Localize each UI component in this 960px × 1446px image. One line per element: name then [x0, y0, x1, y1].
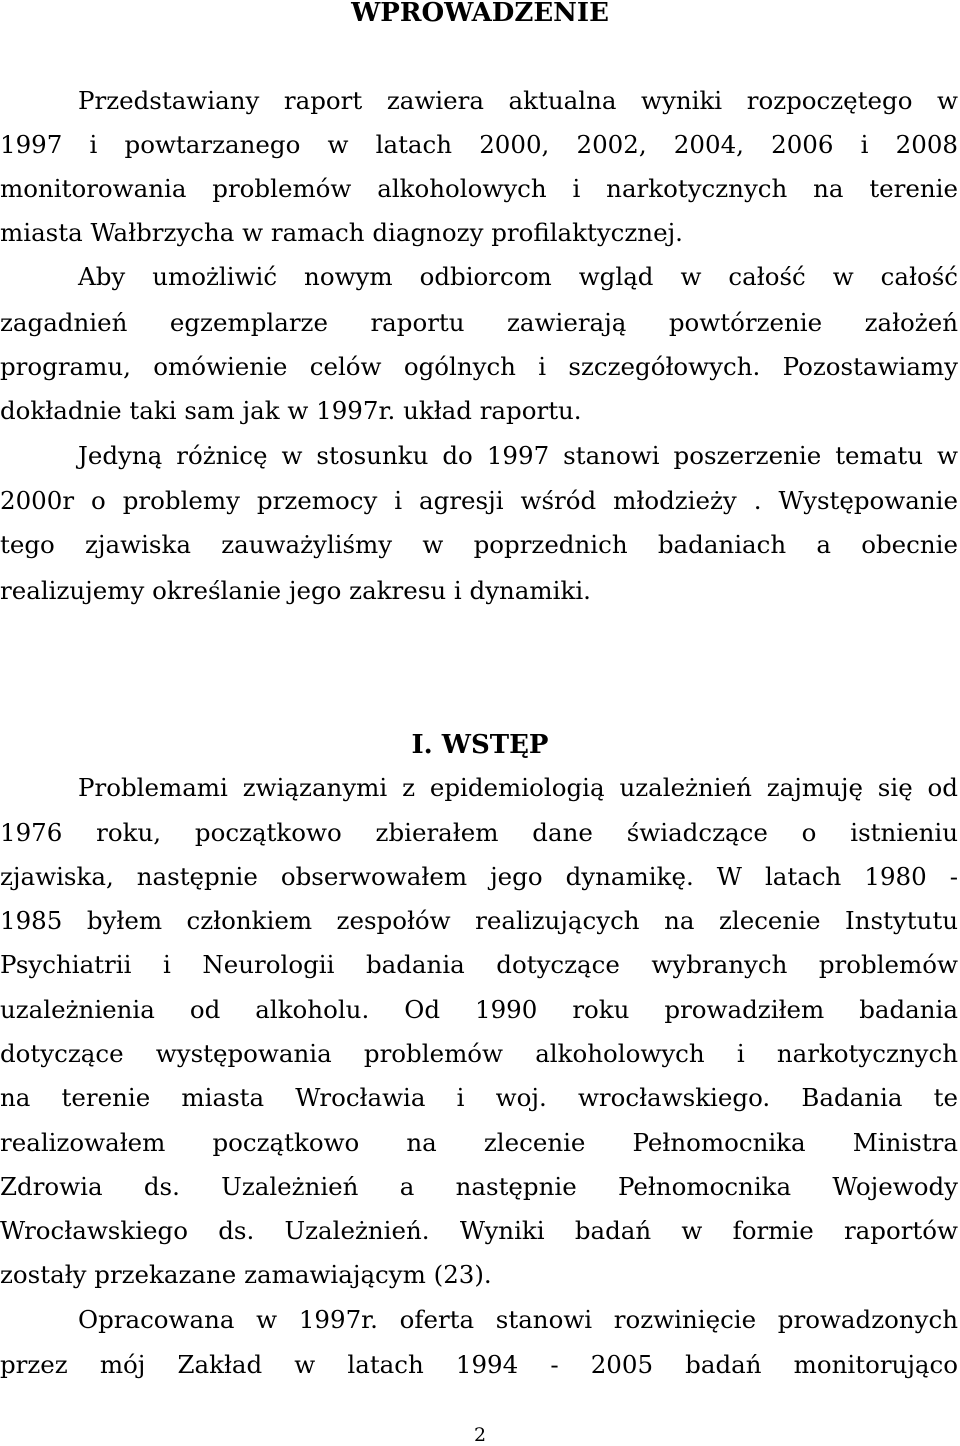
intro-p2-line-2: zagadnień egzemplarze raportu zawierają powtórzenie założeń	[0, 308, 958, 337]
section-p1-line-1: Problemami związanymi z epidemiologią uzależnień zajmuję się od	[78, 773, 958, 802]
section-p1-line-12: zostały przekazane zamawiającym (23).	[0, 1260, 492, 1289]
section-p1-line-11: Wrocławskiego ds. Uzależnień. Wyniki badań w formie raportów	[0, 1216, 958, 1245]
section-p2-line-2: przez mój Zakład w latach 1994 - 2005 badań monitorująco	[0, 1350, 958, 1379]
section-p2-line-1: Opracowana w 1997r. oferta stanowi rozwinięcie prowadzonych	[78, 1305, 958, 1334]
intro-p1-line-4: miasta Wałbrzycha w ramach diagnozy profilaktycznej.	[0, 218, 683, 247]
section-p1-line-4: 1985 byłem członkiem zespołów realizujących na zlecenie Instytutu	[0, 906, 958, 935]
intro-heading: WPROWADZENIE	[351, 0, 609, 28]
intro-p3-line-4: realizujemy określanie jego zakresu i dynamiki.	[0, 576, 591, 605]
intro-p1-line-3: monitorowania problemów alkoholowych i narkotycznych na terenie	[0, 174, 958, 203]
section-p1-line-8: na terenie miasta Wrocławia i woj. wrocławskiego. Badania te	[0, 1083, 958, 1112]
intro-p2-line-3: programu, omówienie celów ogólnych i szczegółowych. Pozostawiamy	[0, 352, 958, 381]
section-p1-line-3: zjawiska, następnie obserwowałem jego dynamikę. W latach 1980 -	[0, 862, 958, 891]
section-p1-line-5: Psychiatrii i Neurologii badania dotyczące wybranych problemów	[0, 950, 958, 979]
section-p1-line-7: dotyczące występowania problemów alkoholowych i narkotycznych	[0, 1039, 958, 1068]
intro-p1-line-1: Przedstawiany raport zawiera aktualna wyniki rozpoczętego w	[78, 86, 958, 115]
intro-p2-line-4: dokładnie taki sam jak w 1997r. układ raportu.	[0, 396, 582, 425]
intro-p3-line-3: tego zjawiska zauważyliśmy w poprzednich badaniach a obecnie	[0, 530, 958, 559]
intro-p3-line-1: Jedyną różnicę w stosunku do 1997 stanowi poszerzenie tematu w	[78, 441, 958, 470]
intro-p2-line-1: Aby umożliwić nowym odbiorcom wgląd w całość w całość	[78, 262, 958, 291]
section-p1-line-2: 1976 roku, początkowo zbierałem dane świadczące o istnieniu	[0, 818, 958, 847]
section-p1-line-9: realizowałem początkowo na zlecenie Pełnomocnika Ministra	[0, 1128, 958, 1157]
intro-p1-line-2: 1997 i powtarzanego w latach 2000, 2002, 2004, 2006 i 2008	[0, 130, 958, 159]
section-p1-line-10: Zdrowia ds. Uzależnień a następnie Pełnomocnika Wojewody	[0, 1172, 958, 1201]
section-p1-line-6: uzależnienia od alkoholu. Od 1990 roku prowadziłem badania	[0, 995, 958, 1024]
page-number: 2	[473, 1424, 487, 1446]
intro-p3-line-2: 2000r o problemy przemocy i agresji wśród młodzieży . Występowanie	[0, 486, 958, 515]
section-heading: I. WSTĘP	[411, 730, 549, 760]
